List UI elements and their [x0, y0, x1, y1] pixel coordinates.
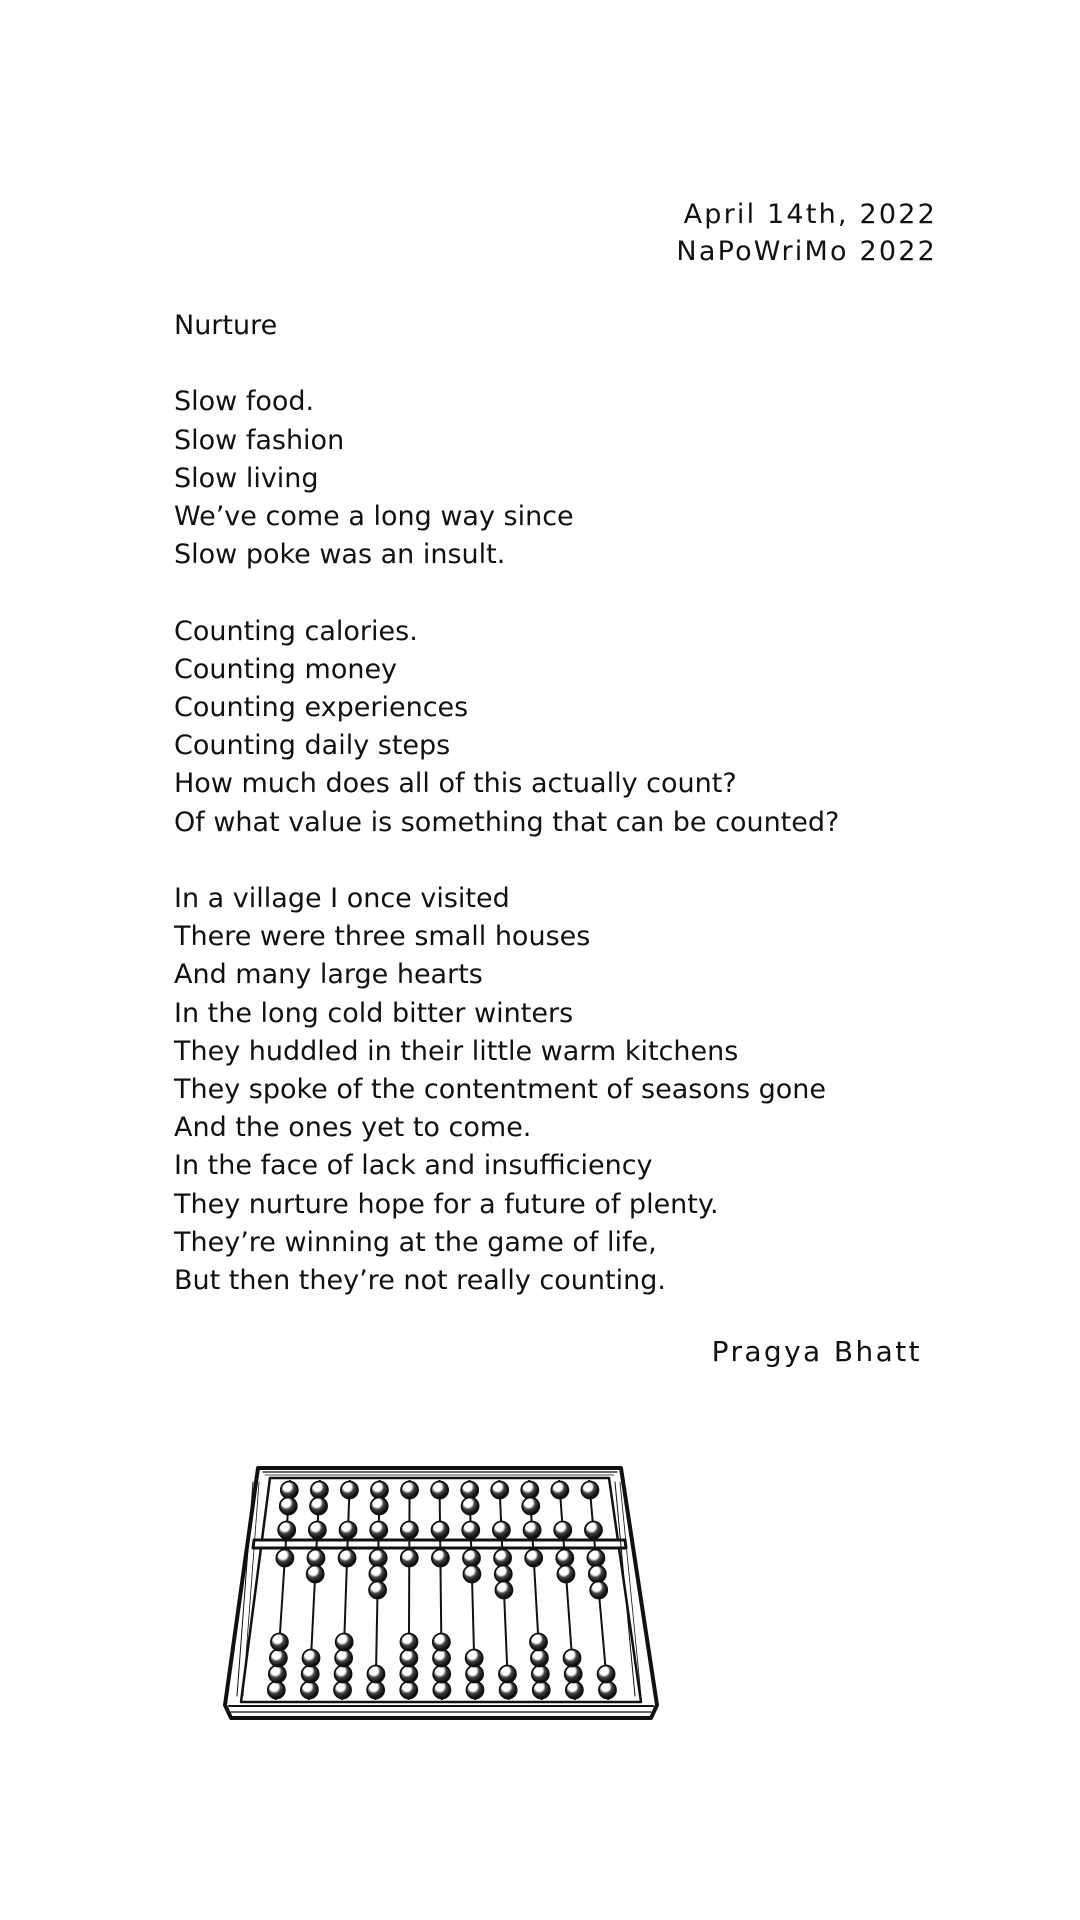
abacus-bead: [336, 1634, 353, 1651]
poem-line: Counting experiences: [174, 692, 469, 723]
abacus-bead: [495, 1582, 512, 1599]
poem-body: [174, 307, 839, 1300]
poem-line: In the long cold bitter winters: [174, 997, 574, 1029]
abacus-bead: [270, 1650, 287, 1667]
abacus-bead: [401, 1482, 418, 1499]
abacus-bead: [367, 1682, 384, 1699]
abacus-bead: [269, 1666, 286, 1683]
abacus-bead: [599, 1682, 616, 1699]
abacus-bead: [431, 1482, 448, 1499]
abacus-bead: [531, 1650, 548, 1667]
abacus-bead: [370, 1522, 387, 1539]
abacus-bead: [401, 1550, 418, 1567]
abacus-bead: [462, 1498, 479, 1515]
abacus-bead: [311, 1482, 328, 1499]
abacus-bead: [335, 1650, 352, 1667]
stanza: [174, 880, 839, 1300]
abacus-bead: [462, 1522, 479, 1539]
poem-line: Slow fashion: [174, 424, 345, 456]
poem-line: They huddled in their little warm kitchens: [174, 1035, 739, 1067]
poem-line: How much does all of this actually count?: [174, 768, 737, 800]
abacus-bead: [369, 1582, 386, 1599]
poem-line: Slow poke was an insult.: [174, 539, 506, 571]
abacus-bead: [276, 1550, 293, 1567]
stanza: [174, 383, 839, 574]
abacus-bead: [281, 1482, 298, 1499]
poem-line: They’re winning at the game of life,: [174, 1226, 657, 1258]
abacus-bead: [367, 1666, 384, 1683]
abacus-bead: [587, 1550, 604, 1567]
abacus-bead: [530, 1634, 547, 1651]
poem-line: And many large hearts: [174, 959, 483, 991]
abacus-bead: [301, 1682, 318, 1699]
poem-line: But then they’re not really counting.: [174, 1265, 666, 1297]
abacus-bead: [303, 1650, 320, 1667]
abacus-bead: [581, 1482, 598, 1499]
abacus-bead: [590, 1582, 607, 1599]
abacus-bead: [432, 1522, 449, 1539]
abacus-bead: [309, 1522, 326, 1539]
poem-line: They spoke of the contentment of seasons gone: [174, 1074, 826, 1106]
poem-title: Nurture: [174, 310, 278, 341]
abacus-bead: [564, 1650, 581, 1667]
abacus-bead: [524, 1522, 541, 1539]
abacus-bead: [307, 1566, 324, 1583]
abacus-bead: [461, 1482, 478, 1499]
abacus-bead: [554, 1522, 571, 1539]
poem-line: Counting calories.: [174, 615, 418, 647]
abacus-bead: [370, 1550, 387, 1567]
poem-line: Counting money: [174, 653, 398, 685]
abacus-bead: [589, 1566, 606, 1583]
abacus-bead: [466, 1666, 483, 1683]
abacus-bead: [493, 1522, 510, 1539]
abacus-bead: [557, 1566, 574, 1583]
abacus-bead: [433, 1682, 450, 1699]
abacus-bead: [500, 1682, 517, 1699]
abacus-bead: [400, 1650, 417, 1667]
abacus-bead: [310, 1498, 327, 1515]
abacus-bead: [491, 1482, 508, 1499]
poem-line: Of what value is something that can be counted?: [174, 806, 840, 838]
abacus-bead: [340, 1522, 357, 1539]
abacus-bead: [499, 1666, 516, 1683]
abacus-bead: [307, 1550, 324, 1567]
poem-line: Slow living: [174, 462, 319, 494]
abacus-bead: [495, 1566, 512, 1583]
abacus-bead: [556, 1550, 573, 1567]
abacus-bead: [532, 1666, 549, 1683]
poem-line: In a village I once visited: [174, 883, 510, 914]
abacus-bead: [565, 1666, 582, 1683]
abacus-bead: [494, 1550, 511, 1567]
poem-line: Counting daily steps: [174, 730, 451, 762]
abacus-bead: [432, 1550, 449, 1567]
author-name: Pragya Bhatt: [711, 1335, 922, 1368]
abacus-bead: [371, 1482, 388, 1499]
abacus-bead: [401, 1522, 418, 1539]
poem-line: And the ones yet to come.: [174, 1112, 532, 1144]
abacus-bead: [463, 1566, 480, 1583]
poem-line: We’ve come a long way since: [174, 501, 574, 532]
abacus-bead: [369, 1566, 386, 1583]
abacus-bead: [433, 1634, 450, 1651]
abacus-bead: [433, 1666, 450, 1683]
abacus-bead: [271, 1634, 288, 1651]
abacus-bead: [400, 1682, 417, 1699]
abacus-icon: [223, 1460, 660, 1732]
abacus-bead: [400, 1634, 417, 1651]
abacus-bead: [280, 1498, 297, 1515]
stanza: [174, 613, 839, 842]
poem-line: They nurture hope for a future of plenty.: [174, 1188, 719, 1220]
abacus-bead: [302, 1666, 319, 1683]
abacus-bead: [522, 1498, 539, 1515]
abacus-bead: [598, 1666, 615, 1683]
abacus-bead: [341, 1482, 358, 1499]
abacus-bead: [400, 1666, 417, 1683]
abacus-bead: [278, 1522, 295, 1539]
abacus-bead: [525, 1550, 542, 1567]
abacus-bead: [463, 1550, 480, 1567]
poem-line: Slow food.: [174, 386, 315, 418]
abacus-bead: [466, 1650, 483, 1667]
abacus-bead: [334, 1682, 351, 1699]
abacus-bead: [585, 1522, 602, 1539]
poem-line: In the face of lack and insufficiency: [174, 1150, 653, 1182]
poem-line: There were three small houses: [174, 921, 591, 953]
abacus-bead: [433, 1650, 450, 1667]
abacus-bead: [566, 1682, 583, 1699]
poem-date: April 14th, 2022: [683, 199, 937, 230]
abacus-bead: [467, 1682, 484, 1699]
abacus-bead: [551, 1482, 568, 1499]
abacus-bead: [533, 1682, 550, 1699]
poem-header: [676, 196, 937, 270]
abacus-bead: [521, 1482, 538, 1499]
abacus-bead: [335, 1666, 352, 1683]
abacus-bead: [371, 1498, 388, 1515]
abacus-bead: [339, 1550, 356, 1567]
poem-event: NaPoWriMo 2022: [676, 236, 937, 267]
abacus-bead: [268, 1682, 285, 1699]
